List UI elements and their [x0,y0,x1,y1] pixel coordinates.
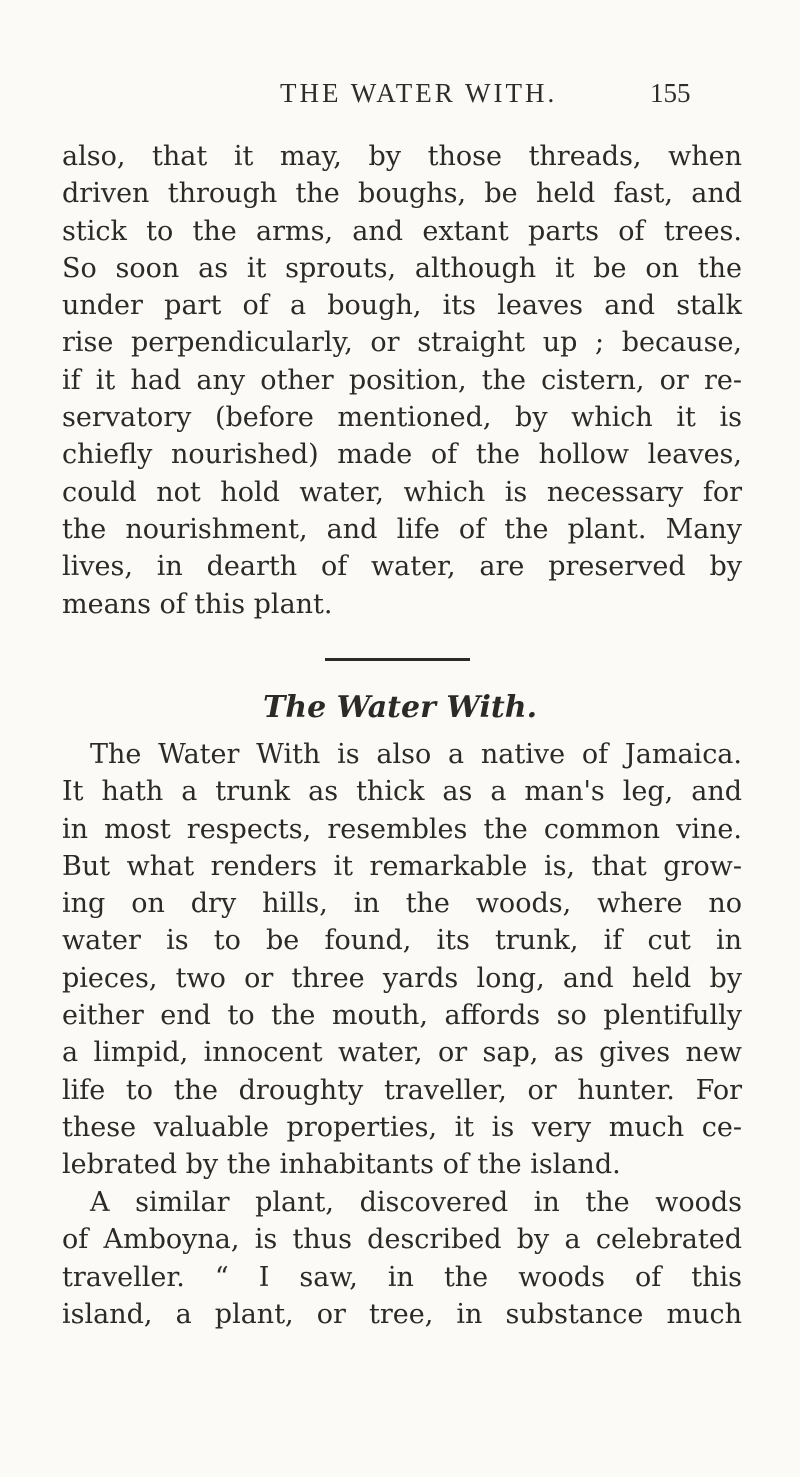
section-divider [325,658,470,661]
text-line: So soon as it sprouts, although it be on the [62,252,742,284]
text-line: island, a plant, or tree, in substance much [62,1298,742,1330]
page-number: 155 [650,78,691,108]
text-line: stick to the arms, and extant parts of trees. [62,215,742,247]
text-line: It hath a trunk as thick as a man's leg, and [62,776,742,808]
text-line: either end to the mouth, affords so plentifully [62,1000,742,1032]
text-line: the nourishment, and life of the plant. Many [62,513,742,545]
text-line: ing on dry hills, in the woods, where no [62,888,742,920]
text-line: water is to be found, its trunk, if cut in [62,925,742,957]
text-line: A similar plant, discovered in the woods [90,1187,742,1218]
text-line: pieces, two or three yards long, and held by [62,962,742,994]
text-line: in most respects, resembles the common vine. [62,813,742,845]
text-line: could not hold water, which is necessary for [62,476,742,508]
text-line: means of this plant. [62,588,333,620]
section-heading: The Water With. [262,690,538,725]
text-line: driven through the boughs, be held fast, and [62,178,742,210]
running-title: THE WATER WITH. [280,78,558,108]
text-line: if it had any other position, the cistern, or re- [62,364,742,396]
text-line: also, that it may, by those threads, when [62,141,742,172]
text-line: chiefly nourished) made of the hollow leaves, [62,439,742,471]
text-line: life to the droughty traveller, or hunter. For [62,1074,742,1106]
text-line: of Amboyna, is thus described by a celebrated [62,1224,742,1256]
text-line: a limpid, innocent water, or sap, as gives new [62,1037,742,1069]
paragraph-3 [62,1184,742,1333]
text-line: these valuable properties, it is very much ce- [62,1111,742,1143]
text-line: But what renders it remarkable is, that grow- [62,850,742,882]
text-line: The Water With is also a native of Jamaica. [90,739,742,770]
text-line: lebrated by the inhabitants of the island. [62,1149,621,1181]
text-line: rise perpendicularly, or straight up ; because, [62,327,742,359]
paragraph-2 [62,736,742,1184]
text-line: servatory (before mentioned, by which it is [62,402,742,434]
paragraph-1 [62,138,742,623]
text-line: under part of a bough, its leaves and stalk [62,290,742,322]
running-head [0,78,800,118]
text-line: traveller. “ I saw, in the woods of this [62,1261,742,1293]
text-line: lives, in dearth of water, are preserved by [62,551,742,583]
